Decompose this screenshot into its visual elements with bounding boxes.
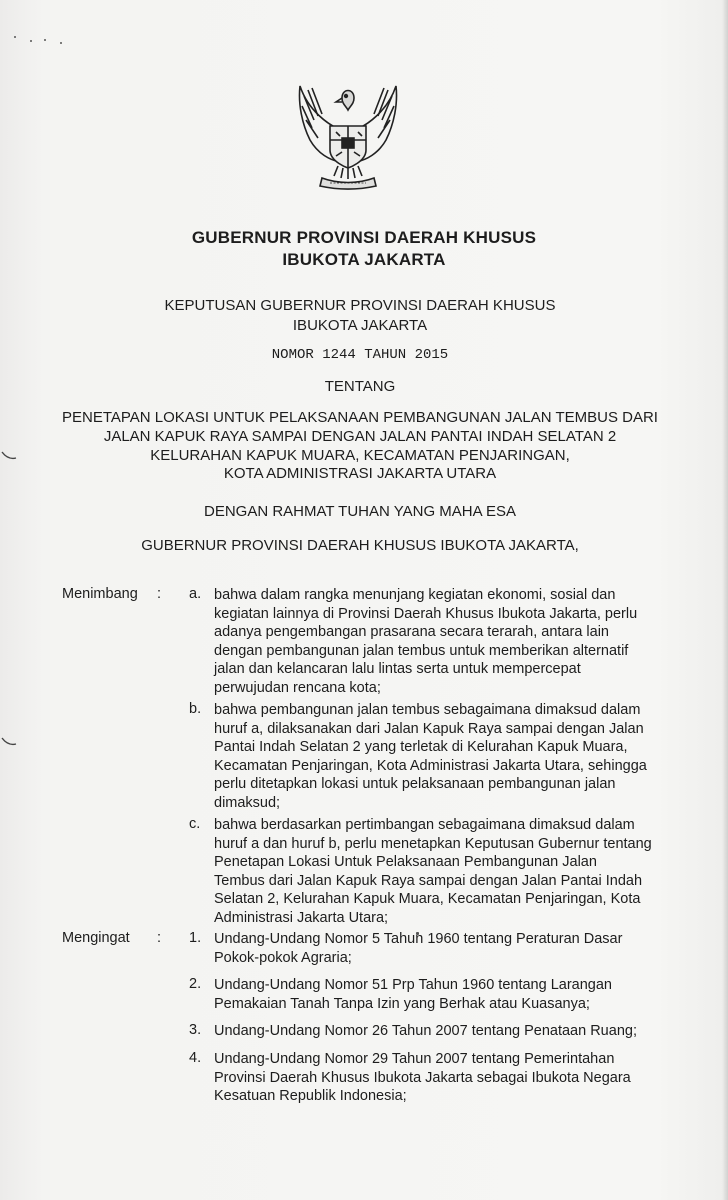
text-line: dimaksud; [214, 794, 281, 811]
text-line: Kecamatan Penjaringan, Kota Administrasi Jakarta Utara, sehingga [214, 757, 647, 774]
text-line: Pokok-pokok Agraria; [214, 949, 352, 966]
legal-basis-item-2 [214, 976, 674, 1013]
text-line: Pemakaian Tanah Tanpa Izin yang Berhak atau Kuasanya; [214, 995, 590, 1012]
text-line: Kesatuan Republik Indonesia; [214, 1088, 407, 1104]
scan-speck [60, 42, 62, 44]
decree-number: NOMOR 1244 TAHUN 2015 [271, 347, 449, 363]
text-line: huruf a dan huruf b, perlu menetapkan Keputusan Gubernur tentang [214, 835, 652, 852]
decree-subject-line: JALAN KAPUK RAYA SAMPAI DENGAN JALAN PANTAI INDAH SELATAN 2 [103, 428, 617, 445]
text-line: Penetapan Lokasi Untuk Pelaksanaan Pembangunan Jalan [214, 854, 597, 870]
text-line: Pantai Indah Selatan 2 yang terletak di Kelurahan Kapuk Muara, [214, 739, 628, 755]
text-line: huruf a, dilaksanakan dari Jalan Kapuk Raya sampai dengan Jalan [214, 720, 644, 737]
item-marker: 3. [189, 1022, 202, 1038]
text-line: bahwa pembangunan jalan tembus sebagaimana dimaksud dalam [214, 702, 641, 718]
legal-basis-item-1 [214, 930, 674, 967]
decree-subject-line: PENETAPAN LOKASI UNTUK PELAKSANAAN PEMBANGUNAN JALAN TEMBUS DARI [62, 409, 658, 426]
section-colon: : [157, 930, 162, 946]
text-line: adanya pengembangan prasarana secara terarah, antara lain [214, 624, 609, 640]
scan-speck [14, 36, 16, 38]
consideration-item-c [214, 816, 674, 927]
item-marker: 2. [189, 976, 202, 992]
decree-issuer: GUBERNUR PROVINSI DAERAH KHUSUS IBUKOTA JAKARTA, [141, 537, 579, 554]
legal-basis-item-4 [214, 1050, 674, 1106]
text-line: bahwa dalam rangka menunjang kegiatan ekonomi, sosial dan [214, 587, 616, 603]
text-line: Selatan 2, Kelurahan Kapuk Muara, Kecamatan Penjaringan, Kota [214, 891, 641, 907]
page-edge-shadow [722, 0, 728, 1200]
section-label-menimbang: Menimbang [62, 586, 138, 602]
text-line: Undang-Undang Nomor 5 Tahun 1960 tentang Peraturan Dasar [214, 931, 623, 947]
text-line: Undang-Undang Nomor 29 Tahun 2007 tentang Pemerintahan [214, 1051, 615, 1067]
text-line: kegiatan lainnya di Provinsi Daerah Khusus Ibukota Jakarta, perlu [214, 605, 638, 622]
text-line: dengan pembangunan jalan tembus untuk memberikan alternatif [214, 642, 629, 659]
text-line: perwujudan rencana kota; [214, 679, 381, 696]
consideration-item-b [214, 701, 674, 812]
text-line: Administrasi Jakarta Utara; [214, 909, 389, 926]
garuda-emblem-icon [288, 80, 408, 192]
section-colon: : [157, 586, 162, 602]
text-line: perlu ditetapkan lokasi untuk pelaksanaan pembangunan jalan [214, 776, 616, 792]
fold-mark [0, 736, 18, 748]
scan-speck [30, 40, 32, 42]
invocation: DENGAN RAHMAT TUHAN YANG MAHA ESA [203, 503, 516, 520]
section-label-mengingat: Mengingat [62, 930, 130, 946]
decree-about: TENTANG [324, 378, 396, 395]
item-marker: a. [189, 586, 202, 602]
decree-subject-line: KOTA ADMINISTRASI JAKARTA UTARA [223, 465, 497, 482]
fold-mark [0, 450, 18, 462]
decree-title-line1: KEPUTUSAN GUBERNUR PROVINSI DAERAH KHUSUS [164, 297, 556, 314]
item-marker: b. [189, 701, 202, 717]
consideration-item-a [214, 586, 674, 697]
issuer-header-line1: GUBERNUR PROVINSI DAERAH KHUSUS [191, 228, 537, 247]
text-line: Undang-Undang Nomor 26 Tahun 2007 tentang Penataan Ruang; [214, 1023, 637, 1039]
item-marker: 1. [189, 930, 202, 946]
item-marker: c. [189, 816, 201, 832]
decree-title-line2: IBUKOTA JAKARTA [292, 317, 428, 334]
scan-speck [44, 39, 46, 41]
text-line: jalan dan kelancaran lalu lintas serta untuk mempercepat [214, 661, 581, 677]
text-line: Tembus dari Jalan Kapuk Raya sampai dengan Jalan Pantai Indah [214, 872, 643, 889]
text-line: bahwa berdasarkan pertimbangan sebagaimana dimaksud dalam [214, 817, 635, 833]
issuer-header-line2: IBUKOTA JAKARTA [282, 250, 446, 269]
text-line: Provinsi Daerah Khusus Ibukota Jakarta sebagai Ibukota Negara [214, 1069, 631, 1086]
decree-subject-line: KELURAHAN KAPUK MUARA, KECAMATAN PENJARINGAN, [150, 447, 570, 464]
text-line: Undang-Undang Nomor 51 Prp Tahun 1960 tentang Larangan [214, 977, 612, 993]
legal-basis-item-3 [214, 1022, 674, 1041]
item-marker: 4. [189, 1050, 202, 1066]
